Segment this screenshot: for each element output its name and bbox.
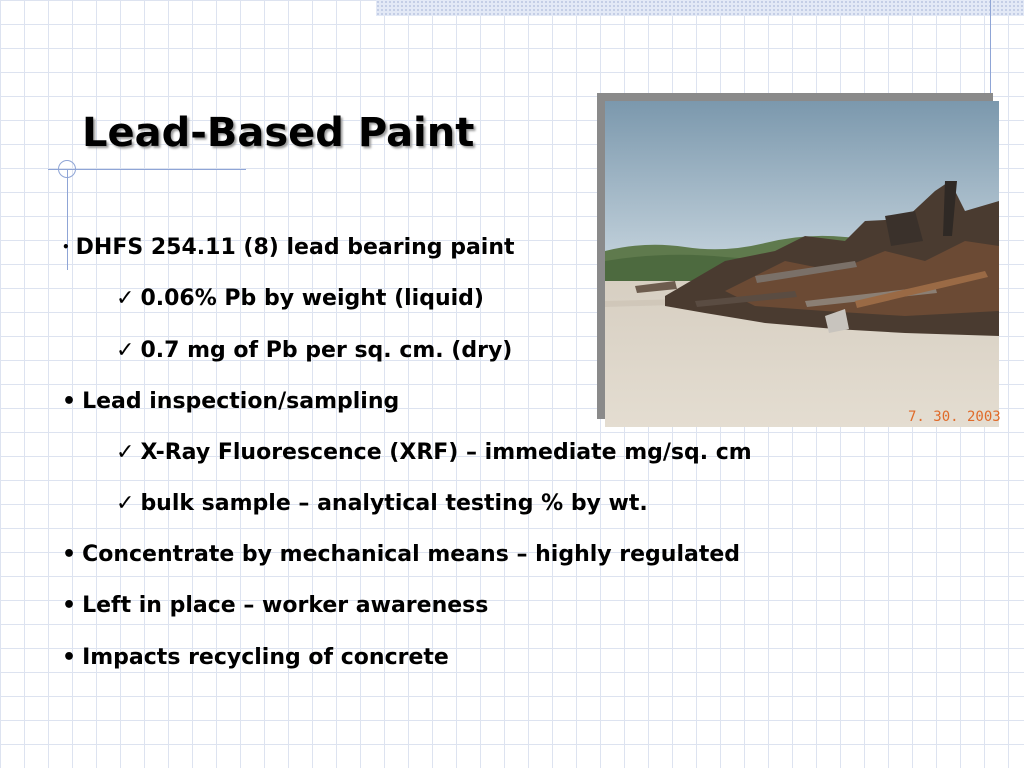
bullet-text: X-Ray Fluorescence (XRF) – immediate mg/sq. cm [140, 440, 752, 465]
bullet-mark: • [62, 593, 77, 618]
photo-date-stamp: 7. 30. 2003 [908, 409, 1001, 425]
bullet-text: Impacts recycling of concrete [82, 645, 449, 670]
sub-bullet-item [116, 491, 648, 516]
bullet-text: bulk sample – analytical testing % by wt. [140, 491, 648, 516]
bullet-item [62, 645, 449, 670]
sub-bullet-item [116, 286, 484, 311]
sub-bullet-item [116, 338, 512, 363]
checkmark-icon: ✓ [116, 491, 135, 516]
bullet-text: Lead inspection/sampling [82, 389, 400, 414]
bullet-text: 0.7 mg of Pb per sq. cm. (dry) [140, 338, 513, 363]
bullet-text: Left in place – worker awareness [82, 593, 489, 618]
slide-title: Lead-Based Paint [82, 110, 475, 156]
decorative-horizontal-rule [48, 169, 246, 170]
demolition-debris-photo [605, 101, 999, 427]
bullet-text: Concentrate by mechanical means – highly regulated [82, 542, 741, 567]
checkmark-icon: ✓ [116, 338, 135, 363]
sub-bullet-item [116, 440, 752, 465]
bullet-mark: • [62, 542, 77, 567]
bullet-item [62, 235, 515, 260]
bullet-mark: • [62, 389, 77, 414]
bullet-item [62, 542, 740, 567]
bullet-item [62, 593, 488, 618]
bullet-item [62, 389, 399, 414]
bullet-mark: • [62, 645, 77, 670]
checkmark-icon: ✓ [116, 440, 135, 465]
top-pattern-band [376, 0, 1024, 16]
decorative-ring [58, 160, 76, 178]
bullet-mark: • [62, 240, 70, 254]
bullet-text: DHFS 254.11 (8) lead bearing paint [75, 235, 515, 260]
decorative-vertical-rule [990, 0, 991, 100]
checkmark-icon: ✓ [116, 286, 135, 311]
bullet-text: 0.06% Pb by weight (liquid) [140, 286, 484, 311]
